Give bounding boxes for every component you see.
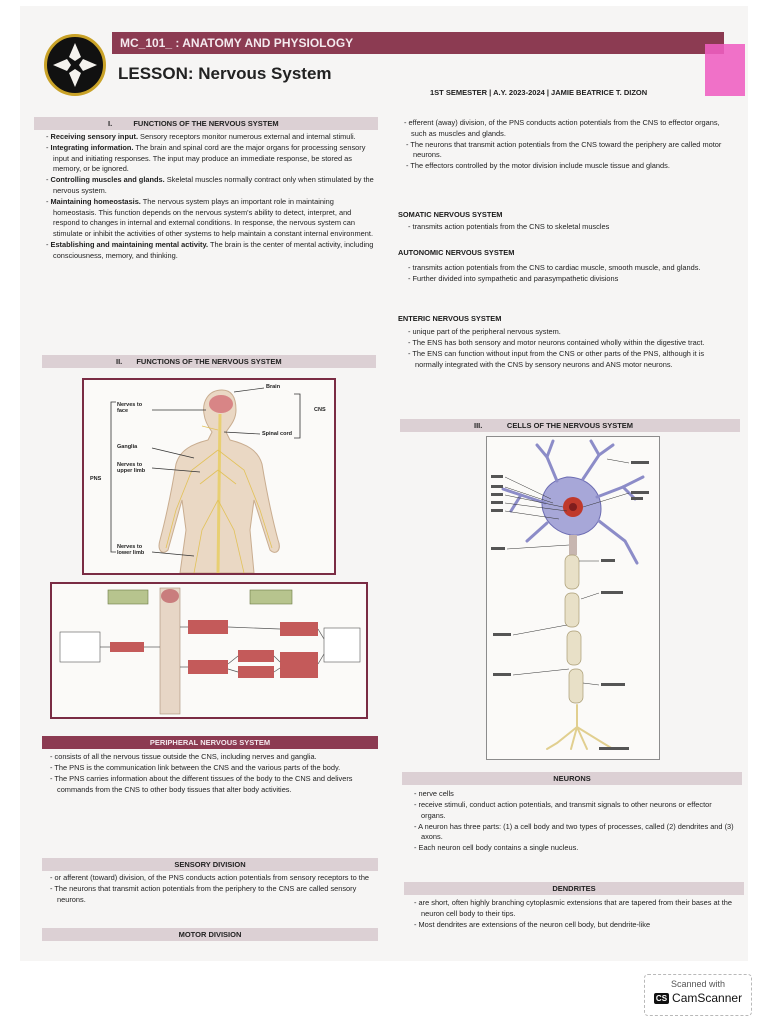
section-3-band: III. CELLS OF THE NERVOUS SYSTEM [400,419,740,432]
label-nerves-face: Nerves to face [117,402,143,414]
motor-points: - efferent (away) division, of the PNS conducts action potentials from the CNS to effector organs, such as muscles and glands. - The neurons that transmit action potentials from the CNS toward the periphery are called motor neurons. - The effectors controlled by the motor division include muscle tissue and glands. [404,118,724,172]
somatic-heading: SOMATIC NERVOUS SYSTEM [398,210,503,219]
pns-band: PERIPHERAL NERVOUS SYSTEM [42,736,378,749]
camscanner-logo-icon: CS [655,994,668,1003]
function-item: - Integrating information. The brain and spinal cord are the major organs for processing sensory input and initiating responses. The input may produce an immediate response, be stored as memory, or be ignored. [46,143,374,175]
nervous-system-body-figure [82,378,336,575]
function-item: - Receiving sensory input. Sensory receptors monitor numerous external and internal stimuli. [46,132,374,143]
label-ganglia: Ganglia [117,444,138,450]
label-nerves-lower-limb: Nerves to lower limb [117,544,145,556]
dendrites-points: - are short, often highly branching cytoplasmic extensions that are tapered from their bases at the neuron cell body to their tips. - Most dendrites are extensions of the neuron cell body, but dendrite-like [414,898,740,931]
sensory-band: SENSORY DIVISION [42,858,378,871]
divisions-flowchart [52,584,366,717]
neuron-illustration [487,437,659,759]
dendrites-band: DENDRITES [404,882,744,895]
functions-list [46,132,374,262]
neurons-band: NEURONS [402,772,742,785]
sticky-tab [705,44,745,96]
function-item: - Establishing and maintaining mental activity. The brain is the center of mental activity, including consciousness, memory, and thinking. [46,240,374,261]
label-brain: Brain [266,384,281,390]
autonomic-heading: AUTONOMIC NERVOUS SYSTEM [398,248,515,257]
neurons-points: - nerve cells - receive stimuli, conduct action potentials, and transmit signals to other neurons or effector organs. - A neuron has three parts: (1) a cell body and two types of processes, called (2) dendrites and (3) axons. - Each neuron cell body contains a single nucleus. [414,789,734,855]
section-1-band: I. FUNCTIONS OF THE NERVOUS SYSTEM [34,117,378,130]
autonomic-points: - transmits action potentials from the CNS to cardiac muscle, smooth muscle, and glands. - Further divided into sympathetic and parasympathetic divisions [408,263,724,285]
pns-points: - consists of all the nervous tissue outside the CNS, including nerves and ganglia. - The PNS is the communication link between the CNS and the various parts of the body. - The PNS carries information about the different tissues of the body to the CNS and delivers commands from the CNS to other body tissues that alter body activities. [50,752,374,796]
sensory-points: - or afferent (toward) division, of the PNS conducts action potentials from sensory receptors to the - The neurons that transmit action potentials from the periphery to the CNS are called sensory neurons. [50,873,374,906]
nervous-system-divisions-diagram [50,582,368,719]
label-cns: CNS [314,407,326,413]
motor-band: MOTOR DIVISION [42,928,378,941]
label-spinal-cord: Spinal cord [262,431,292,437]
label-pns: PNS [90,476,102,482]
neuron-figure [486,436,660,760]
function-item: - Controlling muscles and glands. Skeletal muscles normally contract only when stimulated by the nervous system. [46,175,374,196]
semester-line: 1ST SEMESTER | A.Y. 2023-2024 | JAMIE BEATRICE T. DIZON [430,88,648,97]
enteric-heading: ENTERIC NERVOUS SYSTEM [398,314,502,323]
function-item: - Maintaining homeostasis. The nervous system plays an important role in maintaining homeostasis. This function depends on the nervous system's ability to detect, interpret, and respond to changes in internal and external conditions. In response, the nervous system can stimulate or inhibit the activities of other systems to help maintain a constant internal environment. [46,197,374,239]
somatic-points: - transmits action potentials from the CNS to skeletal muscles [408,222,724,233]
school-logo [44,34,106,96]
camscanner-watermark: Scanned with CS CamScanner [644,974,752,1016]
label-nerves-upper-limb: Nerves to upper limb [117,462,146,474]
lesson-title: LESSON: Nervous System [118,64,332,83]
course-title-bar: MC_101_ : ANATOMY AND PHYSIOLOGY [112,32,724,54]
section-2-band: II. FUNCTIONS OF THE NERVOUS SYSTEM [42,355,376,368]
enteric-points: - unique part of the peripheral nervous system. - The ENS has both sensory and motor neurons contained wholly within the digestive tract. - The ENS can function without input from the CNS or other parts of the PNS, although it is normally integrated with the CNS by sensory neurons and ANS motor neurons. [408,327,724,371]
